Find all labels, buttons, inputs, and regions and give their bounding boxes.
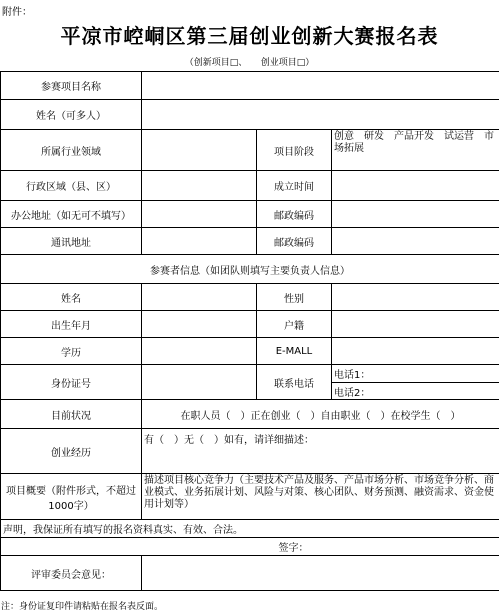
signature-label: 签字： <box>278 543 309 554</box>
education-field[interactable] <box>142 338 257 365</box>
industry-field[interactable] <box>142 130 257 171</box>
birth-label: 出生年月 <box>1 311 142 338</box>
founded-label: 成立时间 <box>257 171 332 201</box>
status-label: 目前状况 <box>1 400 142 429</box>
mailing-address-label: 通讯地址 <box>1 228 142 255</box>
hukou-field[interactable] <box>332 311 499 338</box>
district-label: 行政区域（县、区） <box>1 171 142 201</box>
signature-blank <box>1 538 257 556</box>
gender-label: 性别 <box>257 284 332 311</box>
participant-info-heading: 参赛者信息（如团队则填写主要负责人信息） <box>1 255 499 284</box>
phone2-field[interactable]: 电话2： <box>332 383 499 400</box>
overview-label: 项目概要（附件形式，不超过1000字） <box>1 474 142 520</box>
birth-field[interactable] <box>142 311 257 338</box>
gender-field[interactable] <box>332 284 499 311</box>
attachment-label: 附件： <box>2 7 32 18</box>
industry-label: 所属行业领域 <box>1 130 142 171</box>
stage-options[interactable]: 创意 研发 产品开发 试运营 市场拓展 <box>332 130 499 171</box>
office-address-label: 办公地址（如无可不填写） <box>1 201 142 228</box>
project-type-subtitle: （创新项目□、 创业项目□） <box>184 58 315 68</box>
signature-field[interactable] <box>257 538 499 556</box>
postcode-label-2: 邮政编码 <box>257 228 332 255</box>
education-label: 学历 <box>1 338 142 365</box>
review-label: 评审委员会意见： <box>1 556 142 591</box>
email-label: E-MALL <box>257 338 332 365</box>
hukou-label: 户籍 <box>257 311 332 338</box>
review-field[interactable] <box>142 556 499 591</box>
founded-field[interactable] <box>332 171 499 201</box>
declaration-text: 声明，我保证所有填写的报名资料真实、有效、合法。 <box>1 520 499 538</box>
contact-phone-label: 联系电话 <box>257 365 332 400</box>
form-title: 平凉市崆峒区第三届创业创新大赛报名表 <box>60 24 439 48</box>
name-multi-field[interactable] <box>142 100 499 130</box>
postcode-field-1[interactable] <box>332 201 499 228</box>
id-number-field[interactable] <box>142 365 257 400</box>
phone1-field[interactable]: 电话1： <box>332 365 499 383</box>
experience-field[interactable]: 有（ ）无（ ）如有，请详细描述： <box>142 429 499 474</box>
office-address-field[interactable] <box>142 201 257 228</box>
id-number-label: 身份证号 <box>1 365 142 400</box>
status-options[interactable]: 在职人员（ ）正在创业（ ）自由职业（ ）在校学生（ ） <box>142 400 499 429</box>
project-name-field[interactable] <box>142 72 499 100</box>
postcode-label-1: 邮政编码 <box>257 201 332 228</box>
footer-note: 注：身份证复印件请粘贴在报名表反面。 <box>1 602 164 612</box>
postcode-field-2[interactable] <box>332 228 499 255</box>
project-name-label: 参赛项目名称 <box>1 72 142 100</box>
name-field[interactable] <box>142 284 257 311</box>
email-field[interactable] <box>332 338 499 365</box>
name-label: 姓名 <box>1 284 142 311</box>
mailing-address-field[interactable] <box>142 228 257 255</box>
overview-field[interactable]: 描述项目核心竞争力（主要技术产品及服务、产品市场分析、市场竞争分析、商业模式、业务拓展计划、风险与对策、核心团队、财务预测、融资需求、资金使用计划等） <box>142 474 499 520</box>
stage-label: 项目阶段 <box>257 130 332 171</box>
name-multi-label: 姓名（可多人） <box>1 100 142 130</box>
experience-label: 创业经历 <box>1 429 142 474</box>
registration-form-table <box>0 71 499 591</box>
district-field[interactable] <box>142 171 257 201</box>
